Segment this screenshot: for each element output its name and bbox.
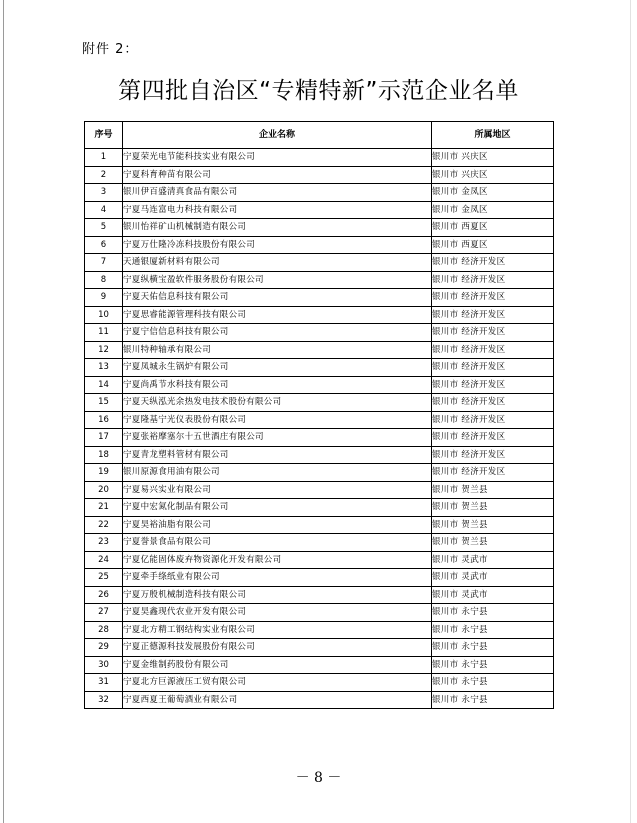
company-name: 宁夏中宏氮化制品有限公司: [123, 499, 432, 517]
company-name: 宁夏牵手绦纸业有限公司: [123, 569, 432, 587]
row-number: 11: [85, 324, 123, 342]
column-header-company: 企业名称: [123, 122, 432, 149]
company-name: 宁夏易兴实业有限公司: [123, 481, 432, 499]
company-name: 银川原源食用油有限公司: [123, 464, 432, 482]
company-name: 宁夏尚禹节水科技有限公司: [123, 376, 432, 394]
table-row: [85, 254, 554, 272]
table-row: [85, 166, 554, 184]
enterprise-table: [84, 121, 554, 709]
row-number: 25: [85, 569, 123, 587]
row-number: 1: [85, 149, 123, 167]
region-name: 银川市 金凤区: [432, 184, 554, 202]
table-row: [85, 376, 554, 394]
row-number: 7: [85, 254, 123, 272]
company-name: 宁夏天纵泓光余热发电技术股份有限公司: [123, 394, 432, 412]
row-number: 3: [85, 184, 123, 202]
table-row: [85, 446, 554, 464]
table-row: [85, 271, 554, 289]
region-name: 银川市 永宁县: [432, 656, 554, 674]
row-number: 8: [85, 271, 123, 289]
company-name: 银川特种轴承有限公司: [123, 341, 432, 359]
table-row: [85, 621, 554, 639]
table-row: [85, 219, 554, 237]
row-number: 26: [85, 586, 123, 604]
table-row: [85, 184, 554, 202]
company-name: 宁夏正德源科技发展股份有限公司: [123, 639, 432, 657]
region-name: 银川市 经济开发区: [432, 306, 554, 324]
region-name: 银川市 贺兰县: [432, 516, 554, 534]
region-name: 银川市 经济开发区: [432, 411, 554, 429]
row-number: 23: [85, 534, 123, 552]
row-number: 31: [85, 674, 123, 692]
row-number: 17: [85, 429, 123, 447]
page-number: － 8 －: [295, 770, 342, 786]
region-name: 银川市 贺兰县: [432, 534, 554, 552]
company-name: 宁夏科育种苗有限公司: [123, 166, 432, 184]
company-name: 银川怡祥矿山机械制造有限公司: [123, 219, 432, 237]
region-name: 银川市 经济开发区: [432, 429, 554, 447]
table-row: [85, 359, 554, 377]
column-header-region: 所属地区: [432, 122, 554, 149]
row-number: 10: [85, 306, 123, 324]
row-number: 14: [85, 376, 123, 394]
region-name: 银川市 永宁县: [432, 639, 554, 657]
row-number: 24: [85, 551, 123, 569]
region-name: 银川市 经济开发区: [432, 446, 554, 464]
region-name: 银川市 灵武市: [432, 586, 554, 604]
region-name: 银川市 永宁县: [432, 621, 554, 639]
row-number: 30: [85, 656, 123, 674]
table-row: [85, 429, 554, 447]
company-name: 宁夏纵横宝盈软件服务股份有限公司: [123, 271, 432, 289]
table-row: [85, 551, 554, 569]
table-row: [85, 639, 554, 657]
table-row: [85, 656, 554, 674]
region-name: 银川市 贺兰县: [432, 481, 554, 499]
region-name: 银川市 永宁县: [432, 691, 554, 709]
document-title: 第四批自治区“专精特新”示范企业名单: [118, 78, 519, 104]
company-name: 银川伊百盛清真食品有限公司: [123, 184, 432, 202]
row-number: 12: [85, 341, 123, 359]
page-left-edge: [3, 0, 4, 823]
company-name: 宁夏隆基宁光仪表股份有限公司: [123, 411, 432, 429]
region-name: 银川市 经济开发区: [432, 359, 554, 377]
row-number: 16: [85, 411, 123, 429]
company-name: 宁夏昊鑫现代农业开发有限公司: [123, 604, 432, 622]
row-number: 18: [85, 446, 123, 464]
table-row: [85, 464, 554, 482]
region-name: 银川市 经济开发区: [432, 341, 554, 359]
table-header-row: [85, 122, 554, 149]
region-name: 银川市 兴庆区: [432, 149, 554, 167]
table-row: [85, 201, 554, 219]
row-number: 19: [85, 464, 123, 482]
company-name: 宁夏荣光电节能科技实业有限公司: [123, 149, 432, 167]
region-name: 银川市 永宁县: [432, 674, 554, 692]
row-number: 20: [85, 481, 123, 499]
table-row: [85, 691, 554, 709]
row-number: 13: [85, 359, 123, 377]
row-number: 5: [85, 219, 123, 237]
region-name: 银川市 西夏区: [432, 219, 554, 237]
row-number: 4: [85, 201, 123, 219]
company-name: 宁夏思睿能源管理科技有限公司: [123, 306, 432, 324]
region-name: 银川市 兴庆区: [432, 166, 554, 184]
table-row: [85, 499, 554, 517]
region-name: 银川市 西夏区: [432, 236, 554, 254]
region-name: 银川市 金凤区: [432, 201, 554, 219]
company-name: 宁夏金维制药股份有限公司: [123, 656, 432, 674]
table-row: [85, 324, 554, 342]
region-name: 银川市 灵武市: [432, 569, 554, 587]
region-name: 银川市 灵武市: [432, 551, 554, 569]
table-row: [85, 569, 554, 587]
region-name: 银川市 永宁县: [432, 604, 554, 622]
company-name: 宁夏万仕隆冷冻科技股份有限公司: [123, 236, 432, 254]
row-number: 15: [85, 394, 123, 412]
table-row: [85, 149, 554, 167]
company-name: 宁夏昊裕油脂有限公司: [123, 516, 432, 534]
page-right-edge: [630, 0, 631, 823]
company-name: 宁夏西夏王葡萄酒业有限公司: [123, 691, 432, 709]
table-row: [85, 341, 554, 359]
company-name: 宁夏誉景食品有限公司: [123, 534, 432, 552]
company-name: 宁夏万殷机械制造科技有限公司: [123, 586, 432, 604]
region-name: 银川市 经济开发区: [432, 289, 554, 307]
row-number: 28: [85, 621, 123, 639]
row-number: 32: [85, 691, 123, 709]
company-name: 宁夏宁信信息科技有限公司: [123, 324, 432, 342]
table-row: [85, 516, 554, 534]
row-number: 22: [85, 516, 123, 534]
table-row: [85, 394, 554, 412]
region-name: 银川市 经济开发区: [432, 254, 554, 272]
company-name: 宁夏北方精工钢结构实业有限公司: [123, 621, 432, 639]
region-name: 银川市 经济开发区: [432, 376, 554, 394]
company-name: 宁夏凤城永生锅炉有限公司: [123, 359, 432, 377]
row-number: 21: [85, 499, 123, 517]
row-number: 6: [85, 236, 123, 254]
region-name: 银川市 经济开发区: [432, 324, 554, 342]
attachment-label: 附件 2：: [82, 42, 139, 57]
row-number: 27: [85, 604, 123, 622]
column-header-number: 序号: [85, 122, 123, 149]
company-name: 宁夏亿能固体废弃物资源化开发有限公司: [123, 551, 432, 569]
region-name: 银川市 经济开发区: [432, 394, 554, 412]
table-row: [85, 411, 554, 429]
company-name: 宁夏张裕摩塞尔十五世酒庄有限公司: [123, 429, 432, 447]
company-name: 宁夏天佑信息科技有限公司: [123, 289, 432, 307]
table-row: [85, 604, 554, 622]
row-number: 29: [85, 639, 123, 657]
table-row: [85, 534, 554, 552]
company-name: 宁夏马连富电力科技有限公司: [123, 201, 432, 219]
table-row: [85, 481, 554, 499]
row-number: 9: [85, 289, 123, 307]
row-number: 2: [85, 166, 123, 184]
table-body: [85, 149, 554, 709]
table-row: [85, 236, 554, 254]
company-name: 宁夏北方巨源液压工贸有限公司: [123, 674, 432, 692]
region-name: 银川市 贺兰县: [432, 499, 554, 517]
table-row: [85, 289, 554, 307]
table-row: [85, 674, 554, 692]
company-name: 天通银厦新材料有限公司: [123, 254, 432, 272]
region-name: 银川市 经济开发区: [432, 464, 554, 482]
table-row: [85, 306, 554, 324]
company-name: 宁夏青龙塑料管材有限公司: [123, 446, 432, 464]
table-row: [85, 586, 554, 604]
region-name: 银川市 经济开发区: [432, 271, 554, 289]
